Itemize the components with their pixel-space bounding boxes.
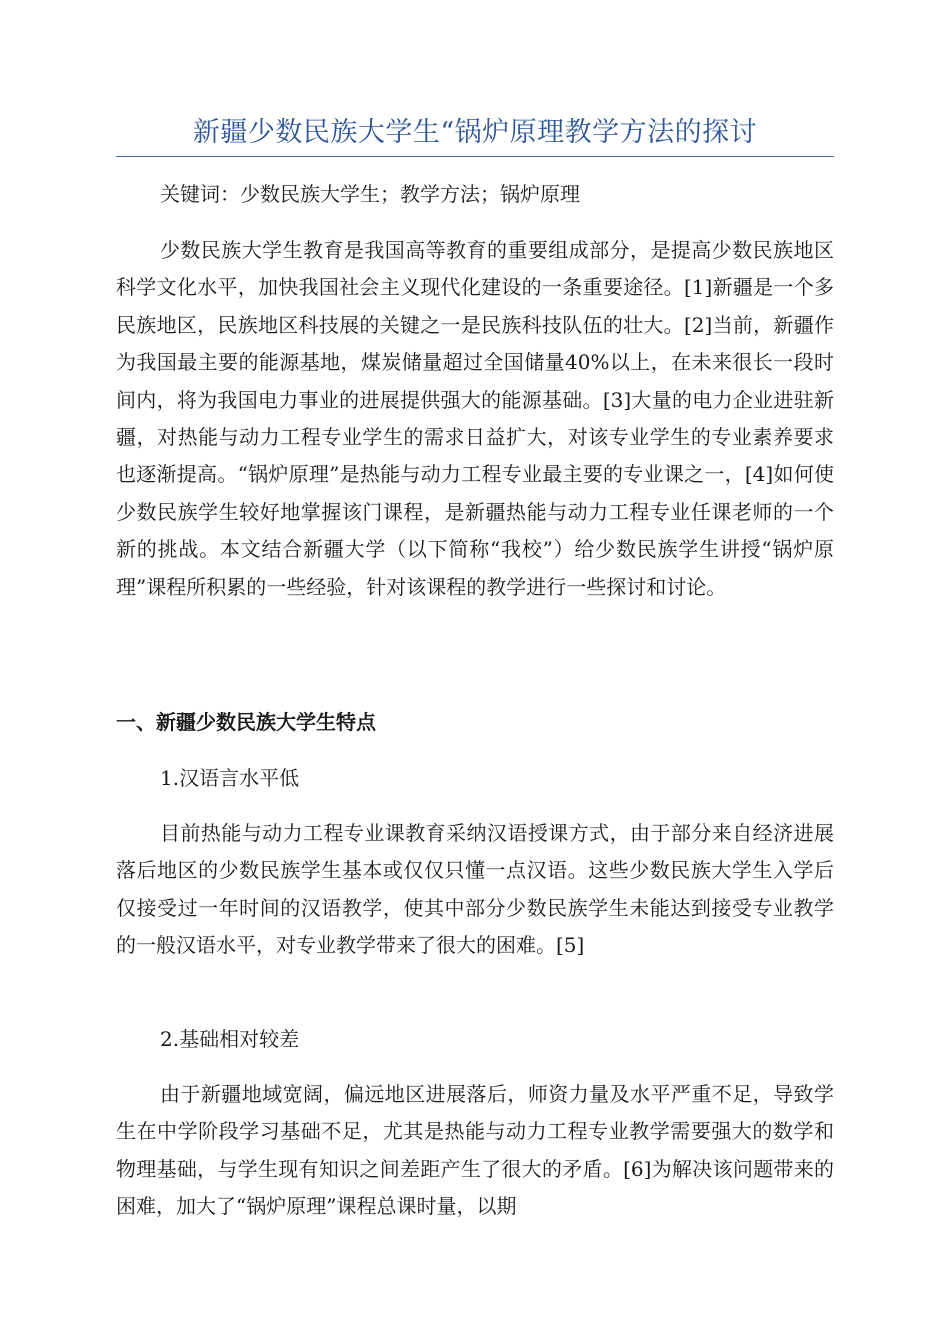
subsection-paragraph-2: 由于新疆地域宽阔，偏远地区进展落后，师资力量及水平严重不足，导致学生在中学阶段学习基础不足，尤其是热能与动力工程专业教学需要强大的数学和物理基础，与学生现有知识之间差距产生了很大的矛盾。[6]为解决该问题带来的困难，加大了“锅炉原理”课程总课时量，以期	[116, 1082, 834, 1219]
title-block	[116, 112, 834, 157]
intro-paragraph: 少数民族大学生教育是我国高等教育的重要组成部分，是提高少数民族地区科学文化水平，加快我国社会主义现代化建设的一条重要途径。[1]新疆是一个多民族地区，民族地区科技展的关键之一是民族科技队伍的壮大。[2]当前，新疆作为我国最主要的能源基地，煤炭储量超过全国储量40%以上，在未来很长一段时间内，将为我国电力事业的进展提供强大的能源基础。[3]大量的电力企业进驻新疆，对热能与动力工程专业学生的需求日益扩大，对该专业学生的专业素养要求也逐渐提高。“锅炉原理”是热能与动力工程专业最主要的专业课之一，[4]如何使少数民族学生较好地掌握该门课程，是新疆热能与动力工程专业任课老师的一个新的挑战。本文结合新疆大学（以下简称“我校”）给少数民族学生讲授“锅炉原理”课程所积累的一些经验，针对该课程的教学进行一些探讨和讨论。	[116, 238, 834, 599]
keywords-line: 关键词：少数民族大学生；教学方法；锅炉原理	[160, 182, 580, 206]
subsection-heading-1: 1.汉语言水平低	[160, 766, 300, 790]
subsection-paragraph-1: 目前热能与动力工程专业课教育采纳汉语授课方式，由于部分来自经济进展落后地区的少数民族学生基本或仅仅只懂一点汉语。这些少数民族大学生入学后仅接受过一年时间的汉语教学，使其中部分少数民族学生未能达到接受专业教学的一般汉语水平，对专业教学带来了很大的困难。[5]	[116, 821, 834, 958]
section-heading: 一、新疆少数民族大学生特点	[116, 710, 376, 734]
subsection-heading-2: 2.基础相对较差	[160, 1027, 300, 1051]
page-title: 新疆少数民族大学生“锅炉原理教学方法的探讨	[192, 117, 758, 148]
